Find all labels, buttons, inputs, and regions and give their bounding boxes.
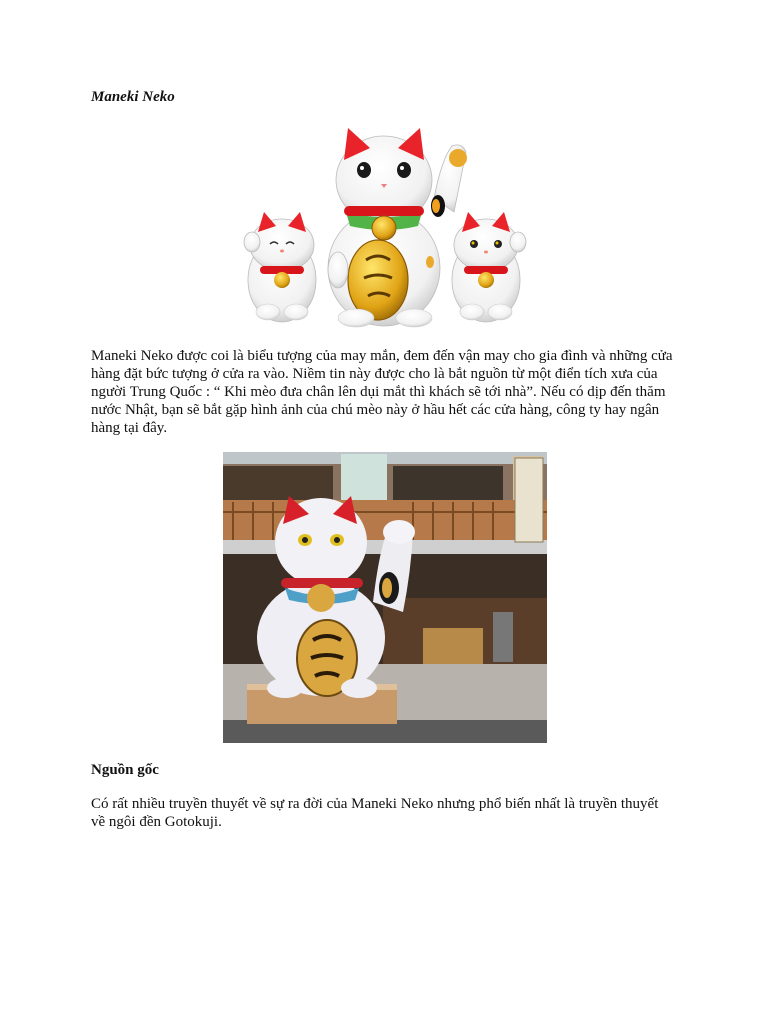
paragraph-line: người Trung Quốc : “ Khi mèo đưa chân lên dụi mắt thì khách sẽ tới nhà”. Nếu có dịp đến thăm: [91, 384, 666, 400]
maneki-neko-illustration: [238, 120, 530, 330]
paragraph-line: nước Nhật, bạn sẽ bắt gặp hình ảnh của chú mèo này ở hầu hết các cửa hàng, công ty hay ngân: [91, 402, 660, 418]
maneki-neko-statue-photo: [223, 452, 547, 743]
small-cat-left: [244, 212, 316, 322]
paragraph-line: hàng đặt bức tượng ở cửa ra vào. Niềm tin này được cho là bắt nguồn từ một điển tích xưa của: [91, 366, 658, 382]
paragraph-intro: [91, 347, 691, 437]
paragraph-line: Maneki Neko được coi là biểu tượng của may mắn, đem đến vận may cho gia đình và những cửa: [91, 348, 673, 364]
section-heading-maneki-neko: Maneki Neko: [91, 89, 175, 105]
paragraph-line: Có rất nhiều truyền thuyết về sự ra đời của Maneki Neko nhưng phổ biến nhất là truyền thuyết: [91, 796, 659, 812]
paragraph-origin: [91, 795, 691, 831]
large-cat-center: [328, 128, 467, 327]
small-cat-right: [452, 212, 526, 322]
section-heading-origin: Nguồn gốc: [91, 762, 159, 778]
paragraph-line: hàng tại đây.: [91, 420, 168, 436]
paragraph-line: về ngôi đền Gotokuji.: [91, 814, 222, 830]
